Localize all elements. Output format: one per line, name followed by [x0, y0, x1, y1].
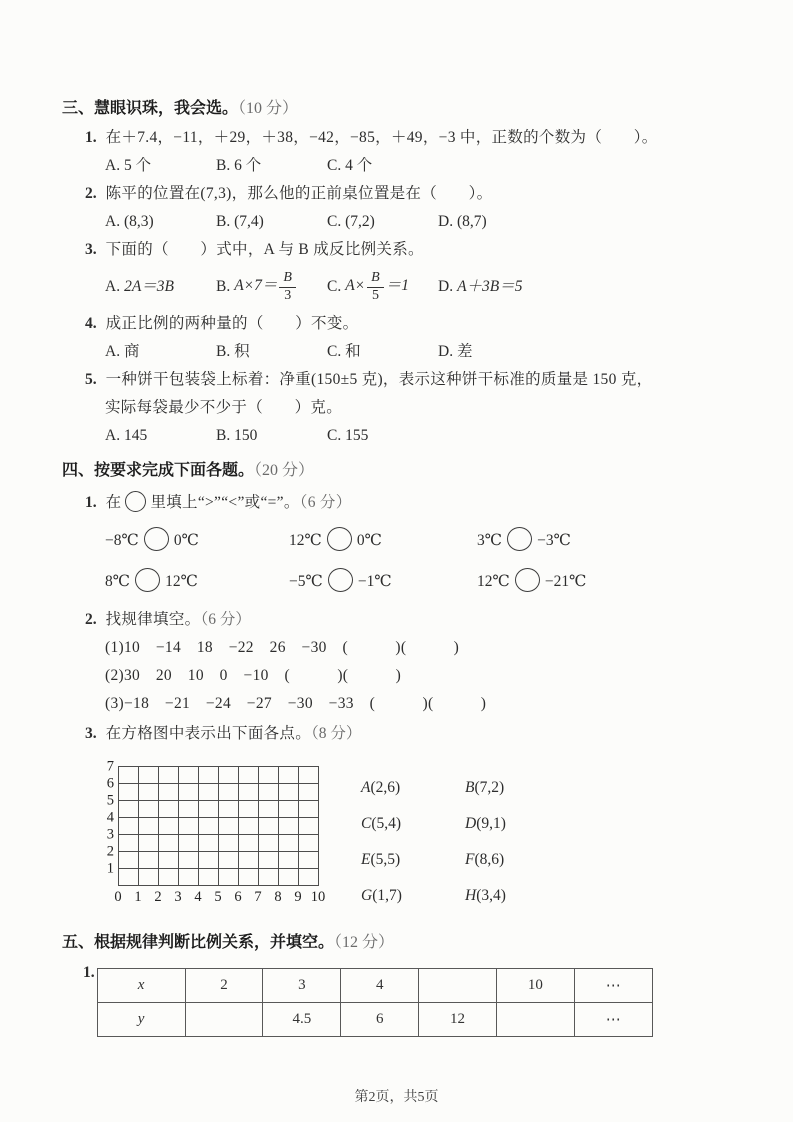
option-b	[216, 270, 327, 303]
compare-left: 3℃	[477, 532, 503, 549]
y-axis-label: 6	[106, 775, 114, 792]
question-text: 一种饼干包装袋上标着：净重(150±5 克)，表示这种饼干标准的质量是 150 克，	[105, 371, 653, 388]
x-axis-label: 4	[194, 889, 202, 905]
point-coords: (5,5)	[370, 851, 401, 868]
compare-right: 0℃	[173, 532, 199, 549]
point-E	[361, 842, 465, 878]
point-coords: (8,6)	[474, 851, 505, 868]
compare-left: −5℃	[289, 573, 323, 590]
option-b: B. 积	[216, 343, 250, 360]
cell-y-header: y	[97, 1003, 185, 1037]
point-A	[361, 770, 465, 806]
section-three-score: （10 分）	[238, 100, 299, 117]
question-score: （6 分）	[299, 494, 352, 511]
compare-left: 8℃	[105, 573, 131, 590]
compare-right: 12℃	[165, 573, 198, 590]
compare-left: 12℃	[477, 573, 510, 590]
option-a	[105, 273, 216, 301]
cell: 2	[185, 969, 263, 1003]
section-three-title	[62, 94, 739, 124]
section-five-score: （12 分）	[334, 934, 395, 951]
question-number: 4.	[85, 315, 97, 332]
question-number: 2.	[85, 185, 97, 202]
option-c: C. 和	[327, 343, 361, 360]
points-list	[361, 770, 569, 918]
fraction-numerator: B	[279, 270, 296, 287]
question-3-1	[62, 124, 739, 152]
points-row	[361, 770, 569, 806]
question-number: 2.	[85, 611, 97, 628]
x-axis-label: 5	[214, 889, 222, 905]
answer-circle-icon	[135, 568, 160, 592]
points-row	[361, 842, 569, 878]
cell: 4	[341, 969, 419, 1003]
item-number: 1.	[83, 964, 95, 981]
y-axis-label: 3	[106, 826, 114, 843]
point-coords: (2,6)	[370, 779, 401, 796]
question-text: 陈平的位置在(7,3)，那么他的正前桌位置是在（ ）。	[105, 185, 493, 202]
x-axis-label: 8	[274, 889, 282, 905]
cell-x-header: x	[97, 969, 185, 1003]
question-text: 在方格图中表示出下面各点。	[105, 725, 312, 742]
point-coords: (3,4)	[476, 887, 506, 904]
compare-item	[105, 520, 289, 561]
point-B	[465, 770, 569, 806]
section-four-title-text: 四、按要求完成下面各题。	[62, 462, 255, 479]
compare-item	[105, 561, 289, 602]
compare-left: −8℃	[105, 532, 139, 549]
x-axis-label: 0	[114, 889, 122, 905]
y-axis-label: 2	[106, 843, 114, 860]
point-name: E	[361, 851, 371, 868]
point-coords: (9,1)	[476, 815, 506, 832]
cell-blank	[185, 1003, 263, 1037]
y-axis-label: 5	[106, 792, 114, 809]
point-name: C	[361, 815, 372, 832]
option-d: D. (8,7)	[438, 213, 487, 230]
point-name: A	[361, 779, 371, 796]
cell-blank	[496, 1003, 574, 1037]
table-row-x	[97, 969, 652, 1003]
fraction-numerator: B	[367, 270, 384, 287]
point-coords: (1,7)	[372, 887, 402, 904]
cell: 6	[341, 1003, 419, 1037]
compare-item	[289, 520, 477, 561]
option-c	[327, 270, 438, 303]
point-H	[465, 878, 569, 914]
question-4-3	[62, 720, 739, 748]
point-coords: (5,4)	[371, 815, 402, 832]
proportion-table	[97, 968, 653, 1037]
cell-ellipsis: ⋯	[574, 969, 652, 1003]
fraction	[367, 270, 384, 303]
question-number: 5.	[85, 371, 97, 388]
question-4-1	[62, 486, 739, 520]
option-a: A. 5 个	[105, 157, 152, 174]
option-label: A.	[105, 278, 121, 295]
question-3-4-options	[62, 338, 739, 366]
cell-blank	[419, 969, 497, 1003]
page-number: 第2页，共5页	[354, 1090, 439, 1105]
cell: 3	[263, 969, 341, 1003]
question-text: 成正比例的两种量的（ ）不变。	[105, 315, 359, 332]
answer-circle-icon	[125, 491, 146, 512]
x-axis-label: 10	[310, 889, 326, 905]
sequence-line-1: (1)10 −14 18 −22 26 −30 ( )( )	[105, 639, 460, 656]
points-row	[361, 806, 569, 842]
point-name: G	[361, 887, 373, 904]
y-axis-label: 4	[106, 809, 114, 826]
section-five-title-text: 五、根据规律判断比例关系，并填空。	[62, 934, 335, 951]
option-b: B. 150	[216, 427, 258, 444]
compare-item	[289, 561, 477, 602]
option-formula: 2A＝3B	[124, 278, 175, 295]
section-five	[62, 928, 739, 1037]
cell-ellipsis: ⋯	[574, 1003, 652, 1037]
x-axis-label: 6	[234, 889, 242, 905]
option-formula: A＋3B＝5	[457, 278, 523, 295]
table-block	[62, 964, 739, 1037]
option-formula: A×7＝	[234, 277, 278, 295]
compare-right: −1℃	[357, 573, 392, 590]
grid-lines	[118, 766, 319, 886]
point-G	[361, 878, 465, 914]
section-four	[62, 456, 739, 918]
compare-right: 0℃	[356, 532, 382, 549]
option-a: A. 商	[105, 343, 140, 360]
option-d	[438, 273, 549, 301]
sequence-line-2: (2)30 20 10 0 −10 ( )( )	[105, 667, 402, 684]
compare-left: 12℃	[289, 532, 322, 549]
cell: 12	[419, 1003, 497, 1037]
question-3-5-line2: 实际每袋最少不少于（ ）克。	[105, 399, 343, 416]
points-row	[361, 878, 569, 914]
question-score: （8 分）	[311, 725, 362, 742]
question-score: （6 分）	[200, 611, 251, 628]
answer-circle-icon	[144, 527, 169, 551]
point-F	[465, 842, 569, 878]
point-name: D	[465, 815, 477, 832]
question-text: 下面的（ ）式中，A 与 B 成反比例关系。	[105, 241, 424, 258]
fraction-denominator: 5	[371, 287, 379, 303]
option-c: C. 155	[327, 427, 369, 444]
y-axis-label: 1	[106, 860, 114, 877]
x-axis-label: 2	[154, 889, 162, 905]
temperature-compare-grid	[62, 520, 739, 602]
option-d: D. 差	[438, 343, 473, 360]
answer-circle-icon	[515, 568, 540, 592]
point-name: B	[465, 779, 475, 796]
question-text: 找规律填空。	[105, 611, 201, 628]
question-number: 1.	[85, 129, 97, 146]
grid-and-points-row	[62, 760, 739, 918]
option-label: C.	[327, 277, 342, 295]
question-4-2	[62, 606, 739, 634]
section-four-title	[62, 456, 739, 486]
coordinate-grid	[106, 758, 326, 905]
x-axis-label: 7	[254, 889, 262, 905]
answer-circle-icon	[327, 527, 352, 551]
point-C	[361, 806, 465, 842]
option-formula: A×	[345, 277, 366, 295]
section-three-title-text: 三、慧眼识珠，我会选。	[62, 100, 239, 117]
question-3-2	[62, 180, 739, 208]
fraction-denominator: 3	[284, 287, 292, 303]
compare-item	[477, 520, 739, 561]
point-D	[465, 806, 569, 842]
table-row-y	[97, 1003, 652, 1037]
cell: 4.5	[263, 1003, 341, 1037]
option-b: B. 6 个	[216, 157, 262, 174]
option-label: D.	[438, 278, 454, 295]
question-text-post: 里填上“>”“<”或“=”。	[150, 494, 300, 511]
x-axis-label: 1	[134, 889, 142, 905]
option-label: B.	[216, 277, 231, 295]
answer-circle-icon	[328, 568, 353, 592]
question-3-5	[62, 366, 739, 394]
compare-right: −3℃	[537, 532, 571, 549]
question-text-pre: 在	[105, 494, 122, 511]
compare-item	[477, 561, 739, 602]
fraction	[279, 270, 296, 303]
question-3-5-options	[62, 422, 739, 450]
option-c: C. 4 个	[327, 157, 373, 174]
option-a: A. 145	[105, 427, 148, 444]
x-axis-label: 3	[174, 889, 182, 905]
question-3-1-options	[62, 152, 739, 180]
answer-circle-icon	[507, 527, 532, 551]
question-number: 3.	[85, 725, 97, 742]
section-three	[62, 94, 739, 450]
sequence-line-3: (3)−18 −21 −24 −27 −30 −33 ( )( )	[105, 695, 487, 712]
question-number: 3.	[85, 241, 97, 258]
option-b: B. (7,4)	[216, 213, 264, 230]
point-name: H	[465, 887, 477, 904]
question-text: 在＋7.4，−11，＋29，＋38，−42，−85，＋49，−3 中，正数的个数为（ ）。	[105, 129, 658, 146]
option-a: A. (8,3)	[105, 213, 154, 230]
point-coords: (7,2)	[474, 779, 505, 796]
question-3-3-options	[62, 264, 739, 310]
cell: 10	[496, 969, 574, 1003]
option-c: C. (7,2)	[327, 213, 375, 230]
question-number: 1.	[85, 494, 97, 511]
question-3-3	[62, 236, 739, 264]
compare-right: −21℃	[544, 573, 587, 590]
section-five-title	[62, 928, 739, 958]
option-formula-post: ＝1	[385, 277, 409, 295]
section-four-score: （20 分）	[254, 462, 315, 479]
y-axis-label: 7	[106, 758, 114, 775]
question-3-4	[62, 310, 739, 338]
x-axis-label: 9	[294, 889, 302, 905]
question-3-2-options	[62, 208, 739, 236]
point-name: F	[465, 851, 475, 868]
